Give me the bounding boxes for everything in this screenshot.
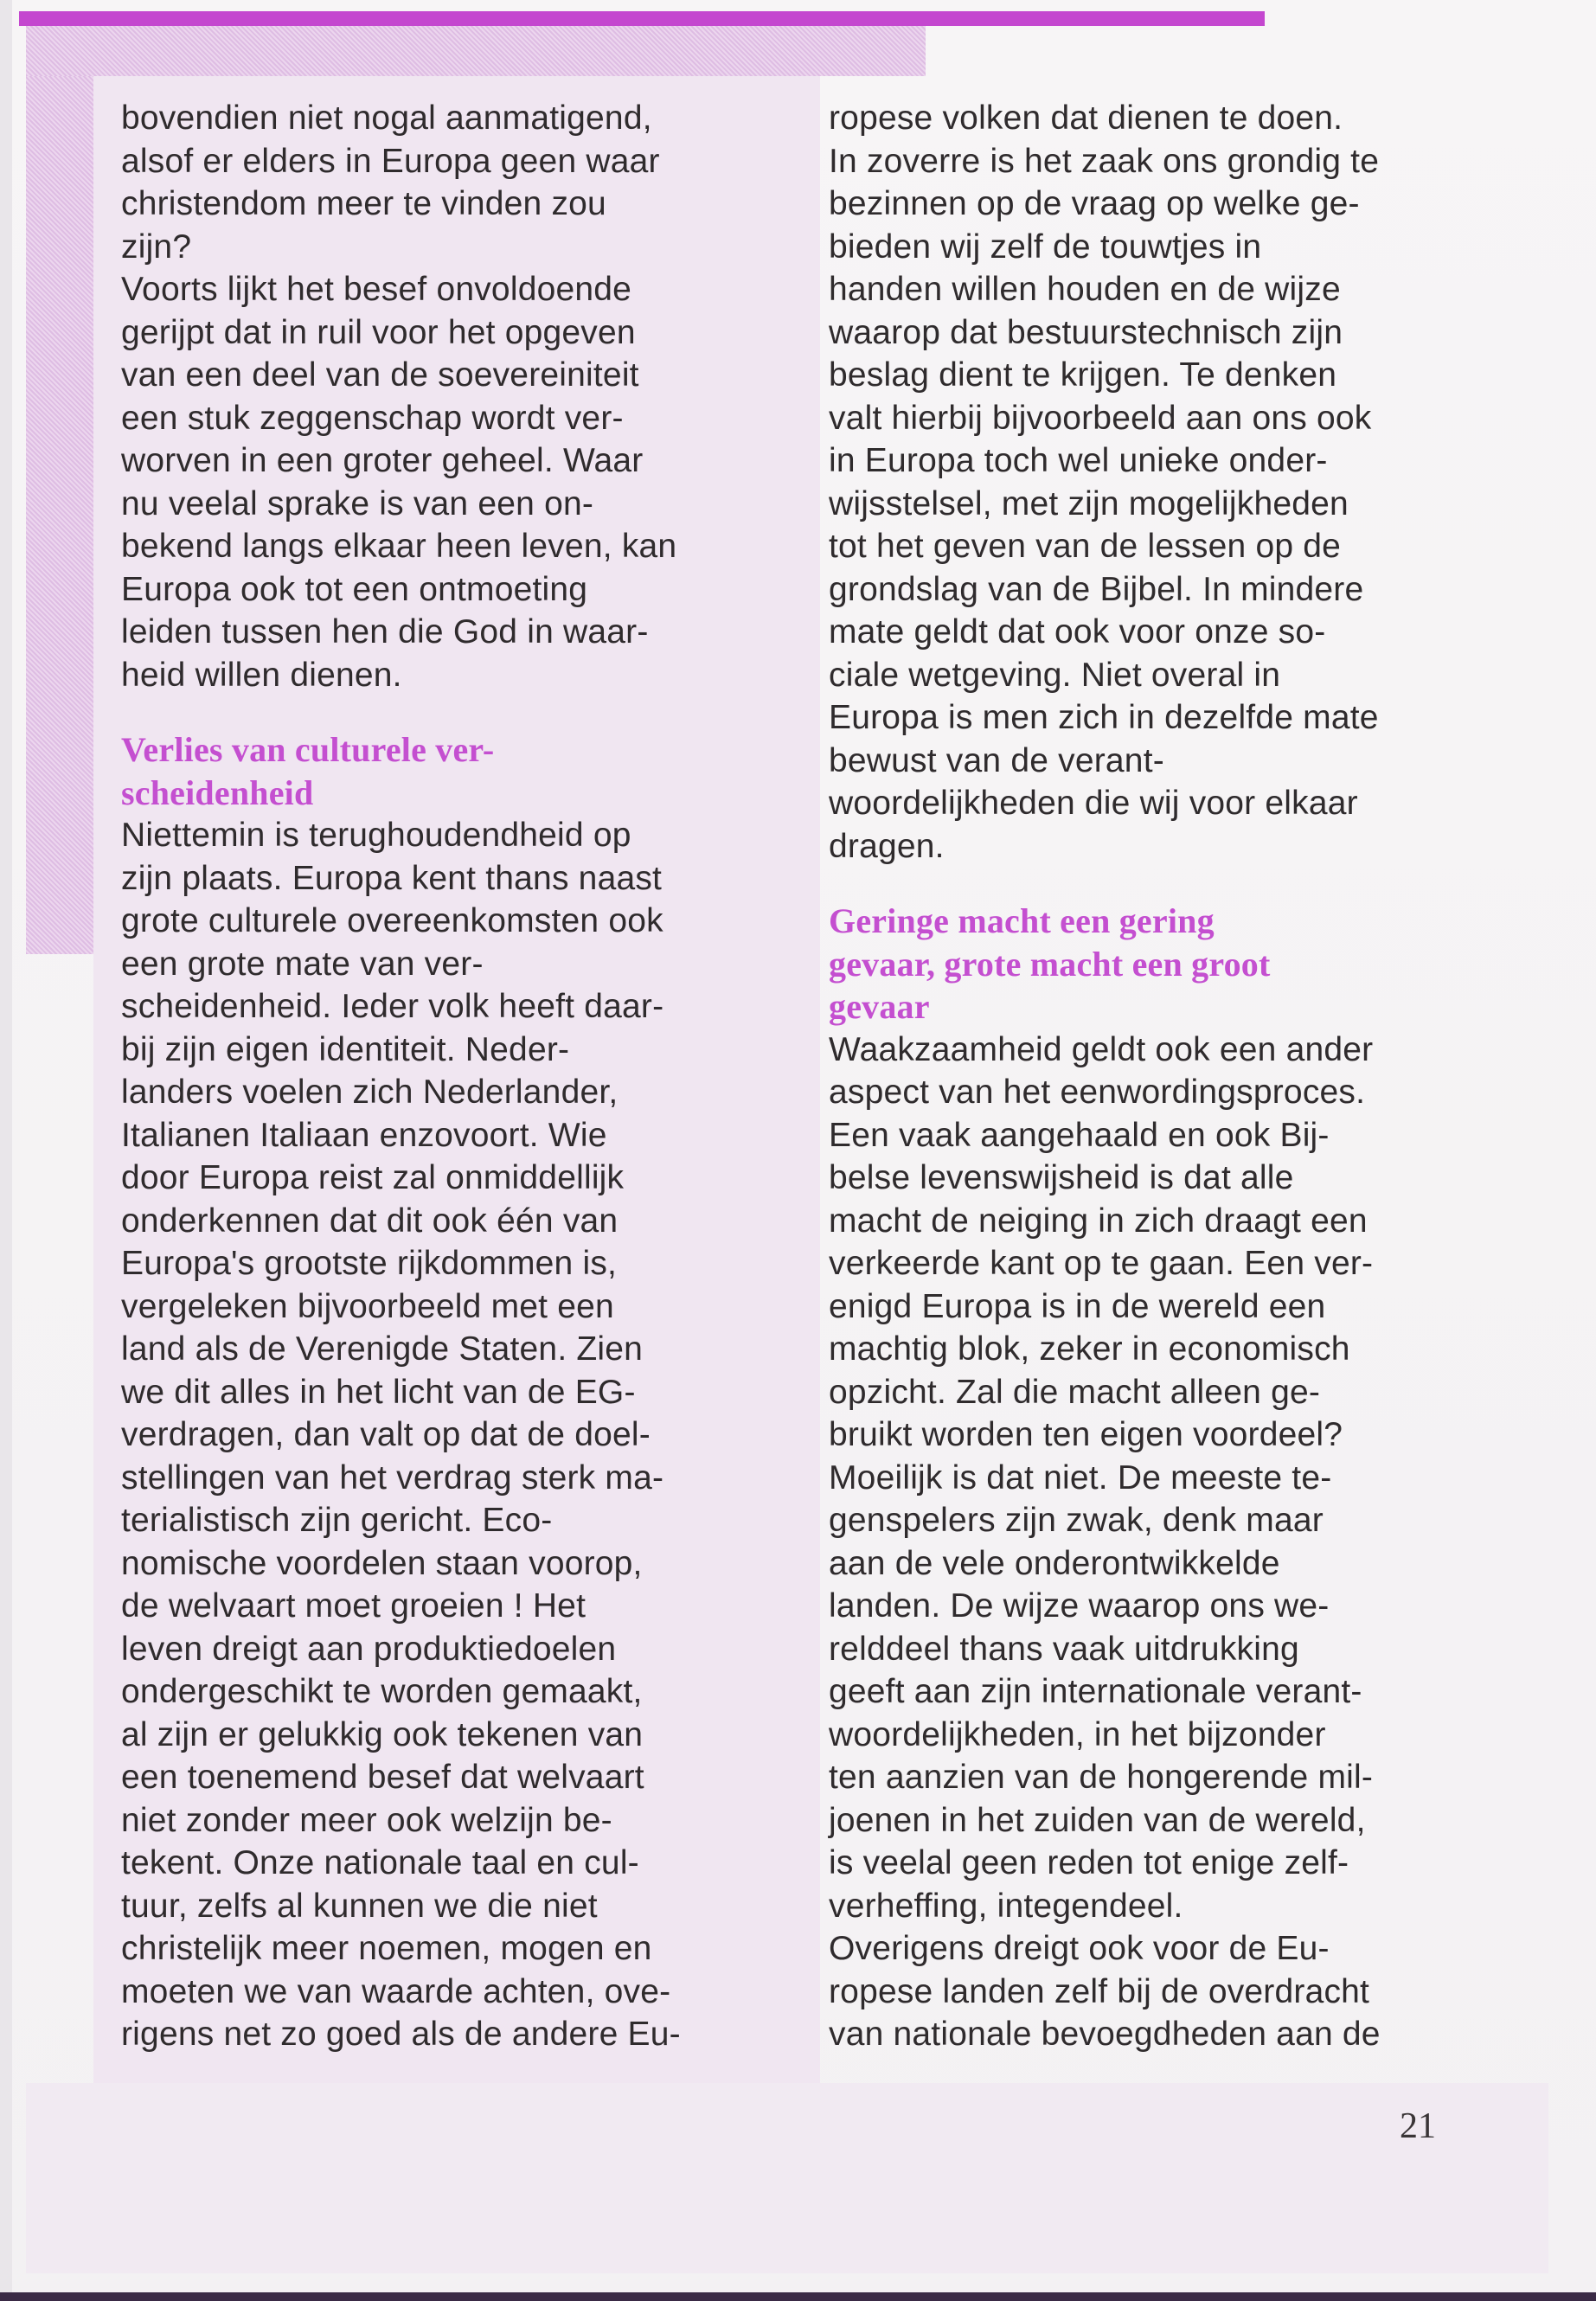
text-line: ciale wetgeving. Niet overal in bbox=[829, 656, 1281, 694]
text-line: woordelijkheden, in het bijzonder bbox=[829, 1715, 1326, 1753]
text-line: enigd Europa is in de wereld een bbox=[829, 1287, 1326, 1325]
text-line: een grote mate van ver- bbox=[121, 945, 484, 983]
heading-line: Geringe macht een gering bbox=[829, 901, 1215, 940]
text-line: scheidenheid. Ieder volk heeft daar- bbox=[121, 988, 664, 1025]
text-line: bekend langs elkaar heen leven, kan bbox=[121, 528, 677, 565]
text-line: bruikt worden ten eigen voordeel? bbox=[829, 1416, 1343, 1453]
text-line: mate geldt dat ook voor onze so- bbox=[829, 613, 1326, 651]
text-line: de welvaart moet groeien ! Het bbox=[121, 1587, 586, 1625]
text-line: relddeel thans vaak uitdrukking bbox=[829, 1630, 1299, 1668]
text-line: is veelal geen reden tot enige zelf- bbox=[829, 1844, 1349, 1881]
page-edge-bottom bbox=[0, 2292, 1596, 2301]
text-line: bezinnen op de vraag op welke ge- bbox=[829, 185, 1360, 222]
heading-line: scheidenheid bbox=[121, 772, 314, 812]
text-line: bewust van de verant- bbox=[829, 741, 1164, 779]
text-line: Overigens dreigt ook voor de Eu- bbox=[829, 1930, 1330, 1967]
text-line: onderkennen dat dit ook één van bbox=[121, 1202, 619, 1240]
text-line: opzicht. Zal die macht alleen ge- bbox=[829, 1373, 1321, 1411]
text-line: Europa's grootste rijkdommen is, bbox=[121, 1245, 618, 1282]
text-line: Italianen Italiaan enzovoort. Wie bbox=[121, 1116, 607, 1154]
text-line: tot het geven van de lessen op de bbox=[829, 528, 1342, 565]
page-number: 21 bbox=[1400, 2106, 1436, 2146]
right-column bbox=[829, 97, 1486, 2056]
text-line: verheffing, integendeel. bbox=[829, 1887, 1183, 1925]
text-line: ropese landen zelf bij de overdracht bbox=[829, 1972, 1370, 2010]
text-line: gerijpt dat in ruil voor het opgeven bbox=[121, 313, 636, 351]
text-line: In zoverre is het zaak ons grondig te bbox=[829, 142, 1380, 180]
decorative-shade-left bbox=[26, 76, 93, 954]
text-line: wijsstelsel, met zijn mogelijkheden bbox=[829, 484, 1349, 522]
text-line: Moeilijk is dat niet. De meeste te- bbox=[829, 1458, 1332, 1497]
spacer bbox=[121, 696, 779, 728]
text-line: terialistisch zijn gericht. Eco- bbox=[121, 1502, 553, 1539]
paragraph bbox=[829, 1029, 1486, 1928]
text-line: nu veelal sprake is van een on- bbox=[121, 484, 594, 522]
text-line: aspect van het eenwordingsproces. bbox=[829, 1074, 1366, 1111]
section-heading bbox=[121, 728, 779, 814]
text-line: Europa ook tot een ontmoeting bbox=[121, 570, 588, 608]
text-line: Niettemin is terughoudendheid op bbox=[121, 817, 631, 854]
text-line: moeten we van waarde achten, ove- bbox=[121, 1972, 671, 2010]
text-line: grote culturele overeenkomsten ook bbox=[121, 902, 663, 939]
left-column bbox=[121, 97, 779, 2056]
text-line: grondslag van de Bijbel. In mindere bbox=[829, 570, 1364, 608]
heading-line: Verlies van culturele ver- bbox=[121, 730, 495, 769]
text-line: genspelers zijn zwak, denk maar bbox=[829, 1502, 1324, 1539]
text-line: nomische voordelen staan voorop, bbox=[121, 1544, 643, 1582]
text-line: door Europa reist zal onmiddellijk bbox=[121, 1159, 625, 1196]
text-line: verdragen, dan valt op dat de doel- bbox=[121, 1416, 651, 1453]
heading-line: gevaar, grote macht een groot bbox=[829, 944, 1271, 984]
paragraph bbox=[829, 1927, 1486, 2056]
text-line: verkeerde kant op te gaan. Een ver- bbox=[829, 1245, 1374, 1282]
heading-line: gevaar bbox=[829, 987, 930, 1026]
text-line: van een deel van de soevereiniteit bbox=[121, 356, 639, 394]
text-line: geeft aan zijn internationale verant- bbox=[829, 1673, 1362, 1710]
paragraph bbox=[121, 814, 779, 2056]
text-line: landen. De wijze waarop ons we- bbox=[829, 1587, 1330, 1625]
text-line: machtig blok, zeker in economisch bbox=[829, 1330, 1350, 1368]
text-line: rigens net zo goed als de andere Eu- bbox=[121, 2016, 681, 2053]
paragraph bbox=[829, 97, 1486, 868]
text-line: alsof er elders in Europa geen waar bbox=[121, 142, 660, 180]
text-line: macht de neiging in zich draagt een bbox=[829, 1202, 1368, 1240]
text-line: Voorts lijkt het besef onvoldoende bbox=[121, 271, 632, 308]
text-line: valt hierbij bijvoorbeeld aan ons ook bbox=[829, 399, 1372, 437]
text-line: een stuk zeggenschap wordt ver- bbox=[121, 399, 624, 437]
text-line: Waakzaamheid geldt ook een ander bbox=[829, 1030, 1374, 1068]
text-line: stellingen van het verdrag sterk ma- bbox=[121, 1458, 664, 1497]
text-line: christendom meer te vinden zou bbox=[121, 185, 606, 222]
text-line: dragen. bbox=[829, 827, 945, 865]
text-line: ondergeschikt te worden gemaakt, bbox=[121, 1673, 643, 1710]
text-line: joenen in het zuiden van de wereld, bbox=[829, 1801, 1366, 1839]
text-line: leiden tussen hen die God in waar- bbox=[121, 613, 649, 651]
text-line: we dit alles in het licht van de EG- bbox=[121, 1373, 636, 1411]
spacer bbox=[829, 868, 1486, 900]
text-line: zijn plaats. Europa kent thans naast bbox=[121, 859, 663, 897]
text-line: handen willen houden en de wijze bbox=[829, 271, 1341, 308]
text-line: Een vaak aangehaald en ook Bij- bbox=[829, 1116, 1330, 1154]
text-line: in Europa toch wel unieke onder- bbox=[829, 442, 1328, 479]
accent-top-bar bbox=[19, 11, 1265, 26]
bottom-panel bbox=[26, 2083, 1548, 2273]
text-line: worven in een groter geheel. Waar bbox=[121, 442, 644, 479]
section-heading bbox=[829, 900, 1486, 1029]
text-line: woordelijkheden die wij voor elkaar bbox=[829, 785, 1358, 822]
decorative-shade-top bbox=[26, 26, 926, 76]
text-line: een toenemend besef dat welvaart bbox=[121, 1759, 644, 1796]
text-line: landers voelen zich Nederlander, bbox=[121, 1074, 619, 1111]
text-line: bieden wij zelf de touwtjes in bbox=[829, 228, 1262, 266]
text-line: bovendien niet nogal aanmatigend, bbox=[121, 99, 652, 137]
paragraph bbox=[121, 97, 779, 268]
text-line: belse levenswijsheid is dat alle bbox=[829, 1159, 1294, 1196]
text-line: tekent. Onze nationale taal en cul- bbox=[121, 1844, 639, 1881]
text-line: waarop dat bestuurstechnisch zijn bbox=[829, 313, 1343, 351]
text-line: al zijn er gelukkig ook tekenen van bbox=[121, 1715, 644, 1753]
text-line: ten aanzien van de hongerende mil- bbox=[829, 1759, 1374, 1796]
text-line: aan de vele onderontwikkelde bbox=[829, 1544, 1280, 1582]
text-line: Europa is men zich in dezelfde mate bbox=[829, 699, 1379, 736]
text-line: land als de Verenigde Staten. Zien bbox=[121, 1330, 644, 1368]
text-line: leven dreigt aan produktiedoelen bbox=[121, 1630, 617, 1668]
page-edge bbox=[0, 0, 12, 2301]
text-line: ropese volken dat dienen te doen. bbox=[829, 99, 1343, 137]
text-line: zijn? bbox=[121, 228, 192, 266]
text-line: tuur, zelfs al kunnen we die niet bbox=[121, 1887, 598, 1925]
text-line: bij zijn eigen identiteit. Neder- bbox=[121, 1030, 570, 1068]
text-line: beslag dient te krijgen. Te denken bbox=[829, 356, 1337, 394]
text-line: heid willen dienen. bbox=[121, 656, 402, 694]
text-line: vergeleken bijvoorbeeld met een bbox=[121, 1287, 614, 1325]
text-line: christelijk meer noemen, mogen en bbox=[121, 1930, 652, 1967]
paragraph bbox=[121, 268, 779, 696]
text-line: van nationale bevoegdheden aan de bbox=[829, 2016, 1381, 2053]
text-line: niet zonder meer ook welzijn be- bbox=[121, 1801, 612, 1839]
